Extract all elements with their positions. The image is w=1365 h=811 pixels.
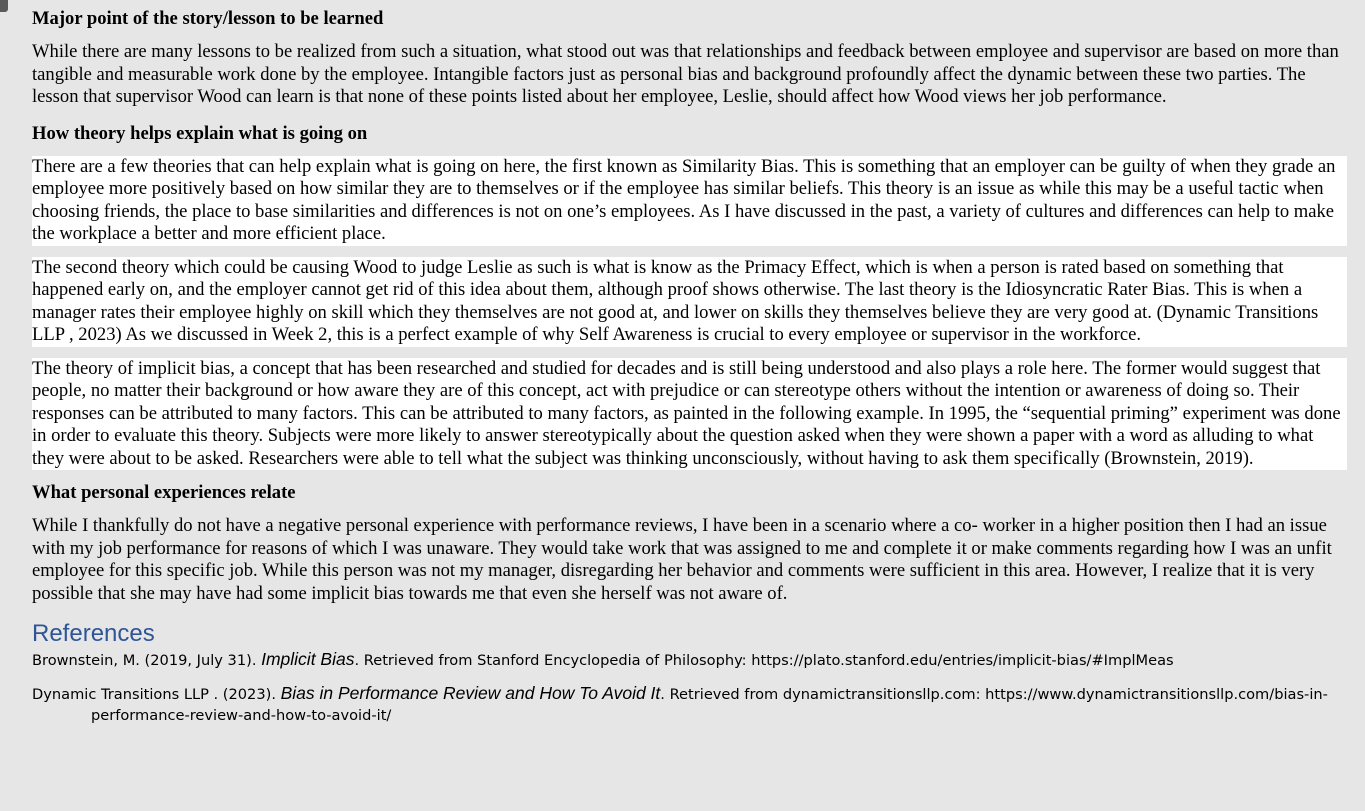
- paragraph-major-point: While there are many lessons to be realized from such a situation, what stood out was that relationships and feedback between employee and supervisor are based on more than tangible and measurable work done by the employee. Intangible factors just as personal bias and background profoundly affect the dynamic between these two parties. The lesson that supervisor Wood can learn is that none of these points listed about her employee, Leslie, should affect how Wood views her job performance.: [32, 41, 1339, 107]
- reference-source: . Retrieved from dynamictransitionsllp.com: https://www.dynamictransitionsllp.com/bias-in-performance-review-and-how-to-avoid-it/: [91, 686, 1328, 724]
- reference-source: . Retrieved from Stanford Encyclopedia of Philosophy: https://plato.stanford.edu/entries/implicit-bias/#ImplMeas: [354, 652, 1174, 669]
- reference-author: Dynamic Transitions LLP . (2023).: [32, 686, 281, 703]
- reference-title: Implicit Bias: [261, 649, 355, 669]
- heading-personal-experience: What personal experiences relate: [32, 482, 296, 503]
- reference-author: Brownstein, M. (2019, July 31).: [32, 652, 262, 669]
- window-corner-marker: [0, 0, 8, 12]
- heading-theory: How theory helps explain what is going on: [32, 122, 368, 144]
- references-heading: References: [32, 620, 155, 647]
- reference-item: [32, 683, 1347, 726]
- paragraph-personal-experience: While I thankfully do not have a negative personal experience with performance reviews, I have been in a scenario where a co- worker in a higher position then I had an issue with my job performance for reasons of which I was unaware. They would take work that was assigned to me and complete it or make comments regarding how I was an unfit employee for this specific job. While this person was not my manager, disregarding her behavior and comments were sufficient in this area. However, I realize that it is very possible that she may have had some implicit bias towards me that even she herself was not aware of.: [32, 515, 1332, 604]
- paragraph-implicit-bias: The theory of implicit bias, a concept that has been researched and studied for decades and is still being understood and also plays a role here. The former would suggest that people, no matter their background or how aware they are of this concept, act with prejudice or can stereotype others without the intention or awareness of doing so. Their responses can be attributed to many factors. This can be attributed to many factors, as painted in the following example. In 1995, the “sequential priming” experiment was done in order to evaluate this theory. Subjects were more likely to answer stereotypically about the question asked when they were shown a paper with a word as alluding to what they were about to be asked. Researchers were able to tell what the subject was thinking unconsciously, without having to ask them specifically (Brownstein, 2019).: [32, 358, 1347, 471]
- reference-item: [32, 649, 1347, 671]
- paragraph-primacy-effect: The second theory which could be causing Wood to judge Leslie as such is what is know as the Primacy Effect, which is when a person is rated based on something that happened early on, and the employer cannot get rid of this idea about them, although proof shows otherwise. The last theory is the Idiosyncratic Rater Bias. This is when a manager rates their employee highly on skill which they themselves are not good at, and lower on skills they themselves believe they are very good at. (Dynamic Transitions LLP , 2023) As we discussed in Week 2, this is a perfect example of why Self Awareness is crucial to every employee or supervisor in the workforce.: [32, 257, 1347, 347]
- document-body: [32, 7, 1347, 738]
- reference-title: Bias in Performance Review and How To Avoid It: [280, 683, 661, 703]
- paragraph-similarity-bias: There are a few theories that can help explain what is going on here, the first known as Similarity Bias. This is something that an employer can be guilty of when they grade an employee more positively based on how similar they are to themselves or if the employee has similar beliefs. This theory is an issue as while this may be a useful tactic when choosing friends, the place to base similarities and differences is not on one’s employees. As I have discussed in the past, a variety of cultures and differences can help to make the workplace a better and more efficient place.: [32, 156, 1347, 246]
- heading-major-point: Major point of the story/lesson to be learned: [32, 8, 384, 29]
